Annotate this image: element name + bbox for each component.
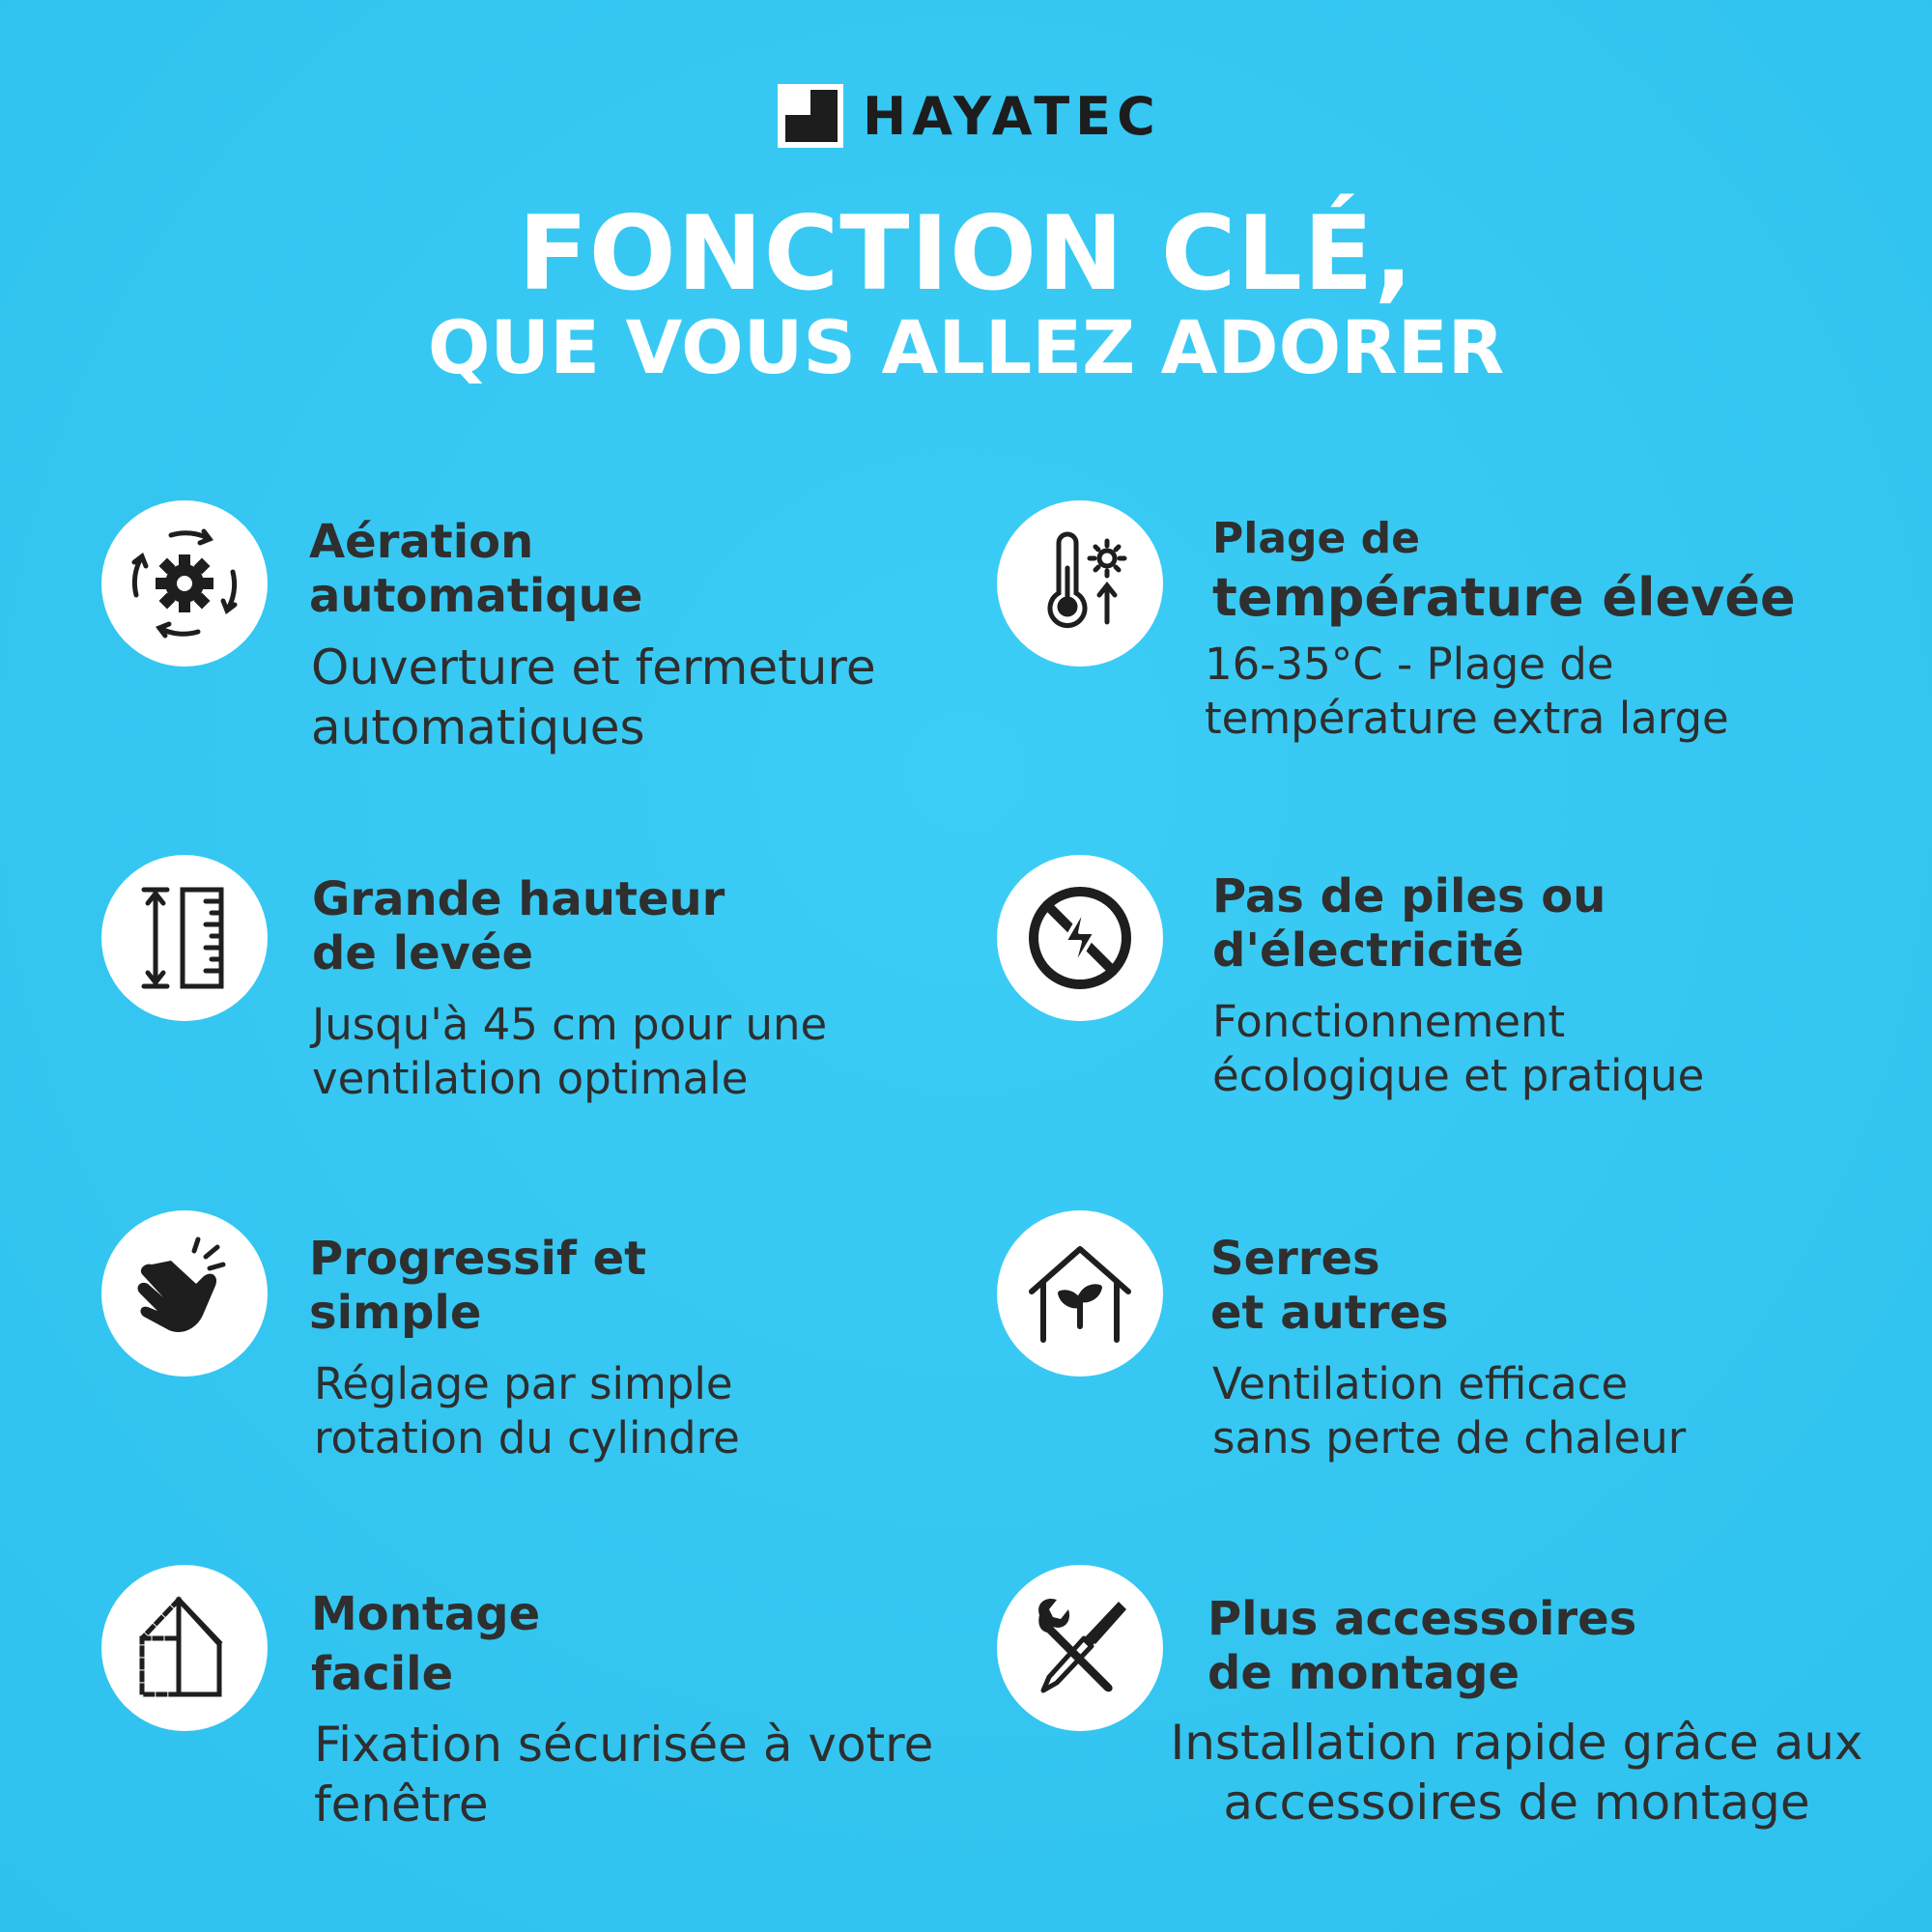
feature-description: Fonctionnement écologique et pratique: [1212, 996, 1705, 1101]
hand-tap-icon: [101, 1210, 268, 1377]
brand-name: HAYATEC: [863, 85, 1161, 147]
feature-title: Grande hauteur de levée: [312, 872, 725, 980]
feature-description: Fixation sécurisée à votre fenêtre: [314, 1717, 934, 1833]
thermometer-sun-icon: [997, 500, 1163, 667]
feature-title: Serres et autres: [1210, 1232, 1449, 1340]
feature-description: Ouverture et fermeture automatiques: [311, 639, 876, 755]
gear-cycle-icon: [101, 500, 268, 667]
brand-logo: [778, 84, 1161, 148]
height-ruler-icon: [101, 855, 268, 1021]
no-electricity-icon: [997, 855, 1163, 1021]
tools-icon: [997, 1565, 1163, 1731]
feature-description: Réglage par simple rotation du cylindre: [314, 1358, 740, 1463]
feature-title: Progressif et simple: [309, 1232, 647, 1340]
feature-title: Plage de température élevée: [1212, 514, 1796, 628]
feature-title: Aération automatique: [309, 515, 643, 623]
page-subtitle: QUE VOUS ALLEZ ADORER: [427, 304, 1505, 390]
greenhouse-icon: [997, 1210, 1163, 1377]
page-title: FONCTION CLÉ,: [518, 194, 1414, 313]
feature-description: 16-35°C - Plage de température extra large: [1205, 639, 1729, 744]
feature-title: Pas de piles ou d'électricité: [1212, 869, 1606, 978]
feature-title: Montage facile: [311, 1587, 541, 1701]
logo-icon: [778, 84, 843, 148]
feature-description: Installation rapide grâce aux accessoires de montage: [1170, 1715, 1863, 1831]
feature-title: Plus accessoires de montage: [1208, 1592, 1637, 1700]
feature-description: Ventilation efficace sans perte de chaleur: [1212, 1358, 1687, 1463]
house-frame-icon: [101, 1565, 268, 1731]
feature-description: Jusqu'à 45 cm pour une ventilation optimale: [312, 999, 828, 1104]
